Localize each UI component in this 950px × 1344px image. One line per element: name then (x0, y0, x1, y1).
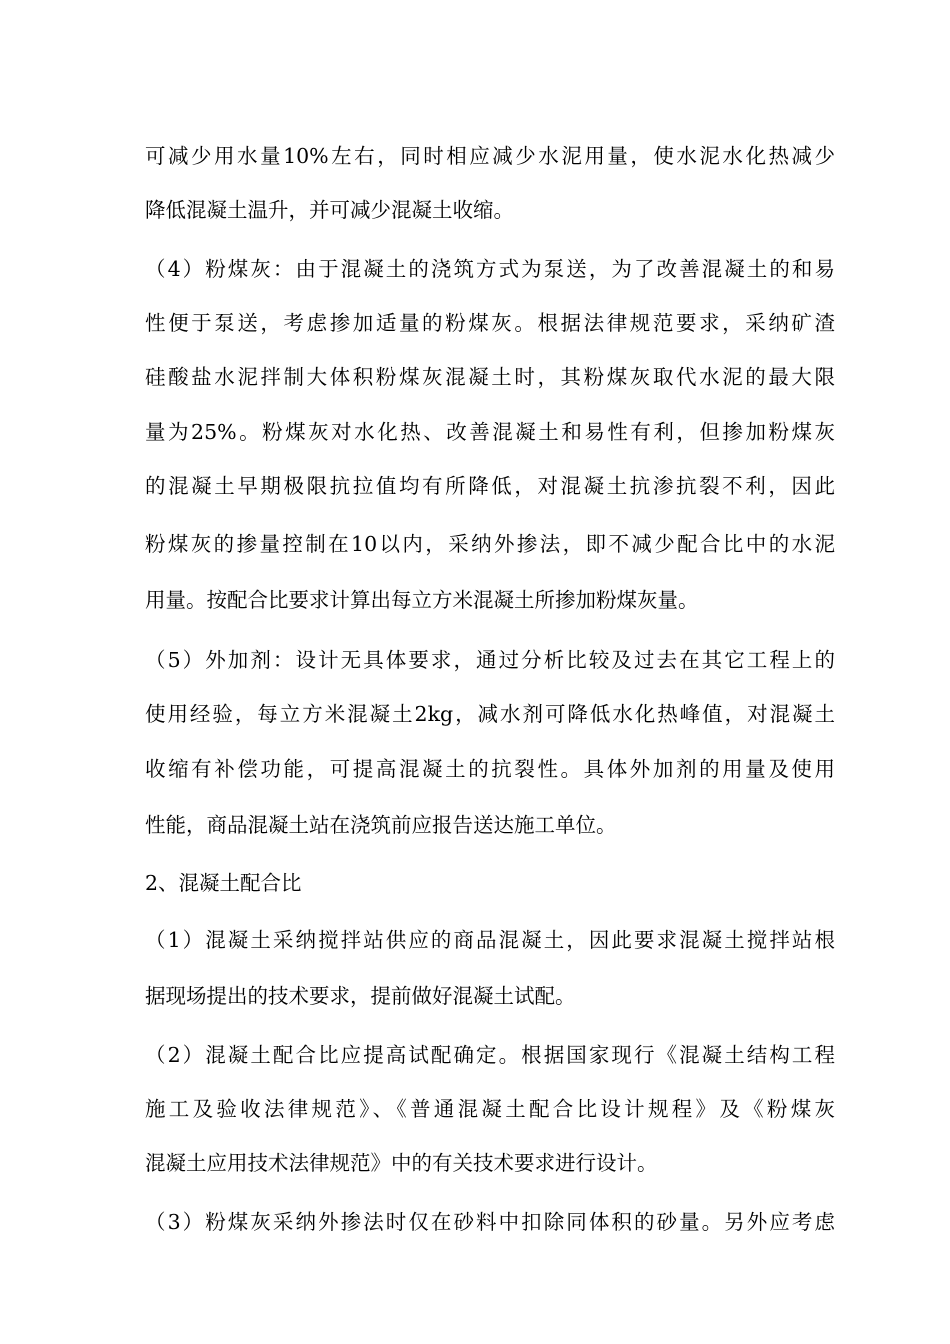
text-line: （1）混凝土采纳搅拌站供应的商品混凝土，因此要求混凝土搅拌站根 (145, 928, 835, 952)
text-line: 收缩有补偿功能，可提高混凝土的抗裂性。具体外加剂的用量及使用 (145, 757, 835, 781)
text-line: （3）粉煤灰采纳外掺法时仅在砂料中扣除同体积的砂量。另外应考虑 (145, 1210, 835, 1234)
text-line: （4）粉煤灰：由于混凝土的浇筑方式为泵送，为了改善混凝土的和易 (145, 257, 835, 281)
text-line: 粉煤灰的掺量控制在10以内，采纳外掺法，即不减少配合比中的水泥 (145, 532, 835, 556)
section-heading: 2、混凝土配合比 (145, 871, 302, 895)
text-line: 混凝土应用技术法律规范》中的有关技术要求进行设计。 (145, 1151, 658, 1175)
text-line: 使用经验，每立方米混凝土2kg，减水剂可降低水化热峰值，对混凝土 (145, 702, 835, 726)
text-line: 的混凝土早期极限抗拉值均有所降低，对混凝土抗渗抗裂不利，因此 (145, 474, 835, 498)
text-line: 性便于泵送，考虑掺加适量的粉煤灰。根据法律规范要求，采纳矿渣 (145, 311, 835, 335)
text-line: 用量。按配合比要求计算出每立方米混凝土所掺加粉煤灰量。 (145, 588, 699, 612)
text-line: 硅酸盐水泥拌制大体积粉煤灰混凝土时，其粉煤灰取代水泥的最大限 (145, 365, 835, 389)
text-line: （2）混凝土配合比应提高试配确定。根据国家现行《混凝土结构工程 (145, 1043, 835, 1067)
text-line: 施工及验收法律规范》、《普通混凝土配合比设计规程》及《粉煤灰 (145, 1097, 835, 1121)
text-line: 量为25%。粉煤灰对水化热、改善混凝土和易性有利，但掺加粉煤灰 (145, 420, 835, 444)
text-line: 可减少用水量10%左右，同时相应减少水泥用量，使水泥水化热减少 (145, 144, 835, 168)
text-line: （5）外加剂：设计无具体要求，通过分析比较及过去在其它工程上的 (145, 648, 835, 672)
text-line: 性能，商品混凝土站在浇筑前应报告送达施工单位。 (145, 813, 617, 837)
text-line: 据现场提出的技术要求，提前做好混凝土试配。 (145, 984, 576, 1008)
text-line: 降低混凝土温升，并可减少混凝土收缩。 (145, 198, 514, 222)
